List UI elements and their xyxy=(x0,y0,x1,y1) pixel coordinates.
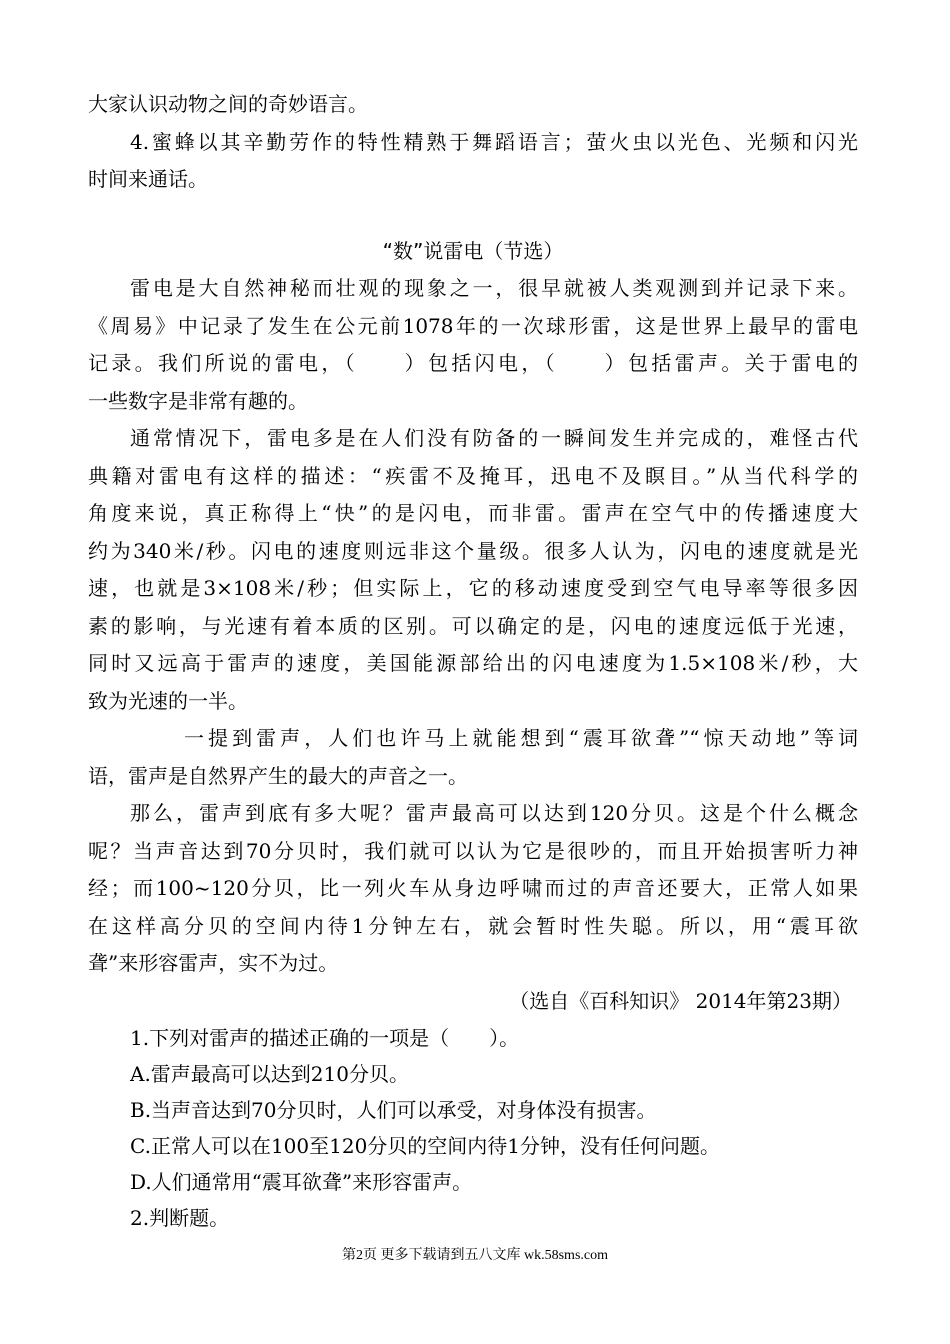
paragraph-line: 约为340米/秒。闪电的速度则远非这个量级。很多人认为，闪电的速度就是光 xyxy=(88,538,858,563)
paragraph-line: 角度来说，真正称得上“快”的是闪电，而非雷。雷声在空气中的传播速度大 xyxy=(88,501,858,525)
paragraph-3 xyxy=(88,720,858,795)
document-page xyxy=(88,86,858,1236)
paragraph-line: 致为光速的一半。 xyxy=(88,688,248,713)
option-c: C.正常人可以在100至120分贝的空间内待1分钟，没有任何问题。 xyxy=(130,1134,721,1158)
paragraph-line: 素的影响，与光速有着本质的区别。可以确定的是，闪电的速度远低于光速， xyxy=(88,613,858,638)
intro-line: 时间来通话。 xyxy=(88,167,208,191)
paragraph-line: 速，也就是3×108米/秒；但实际上，它的移动速度受到空气电导率等很多因 xyxy=(88,576,858,600)
paragraph-line: 一些数字是非常有趣的。 xyxy=(88,388,308,413)
question-2: 2.判断题。 xyxy=(130,1206,230,1230)
option-a: A.雷声最高可以达到210分贝。 xyxy=(130,1062,409,1086)
option-d: D.人们通常用“震耳欲聋”来形容雷声。 xyxy=(130,1170,473,1194)
paragraph-1 xyxy=(88,270,858,420)
paragraph-line: 典籍对雷电有这样的描述：“疾雷不及掩耳，迅电不及瞑目。”从当代科学的 xyxy=(88,463,858,488)
paragraph-line: 聋”来形容雷声，实不为过。 xyxy=(88,951,339,975)
paragraph-line: 呢？当声音达到70分贝时，我们就可以认为它是很吵的，而且开始损害听力神 xyxy=(88,838,858,863)
paragraph-line: 通常情况下，雷电多是在人们没有防备的一瞬间发生并完成的，难怪古代 xyxy=(130,426,858,450)
paragraph-line: 同时又远高于雷声的速度，美国能源部给出的闪电速度为1.5×108米/秒，大 xyxy=(88,651,858,675)
page-footer: 第2页 更多下载请到五八文库 wk.58sms.com xyxy=(342,1248,608,1263)
paragraph-2 xyxy=(88,420,858,720)
paragraph-line: 雷电是大自然神秘而壮观的现象之一，很早就被人类观测到并记录下来。 xyxy=(130,276,858,300)
paragraph-line: 一提到雷声，人们也许马上就能想到“震耳欲聋”“惊天动地”等词 xyxy=(184,726,858,750)
paragraph-4 xyxy=(88,795,858,983)
intro-line: 大家认识动物之间的奇妙语言。 xyxy=(88,92,368,116)
paragraph-line: 语，雷声是自然界产生的最大的声音之一。 xyxy=(88,763,468,788)
paragraph-line: 经；而100~120分贝，比一列火车从身边呼啸而过的声音还要大，正常人如果 xyxy=(88,876,858,900)
article-title: “数”说雷电（节选） xyxy=(382,238,564,263)
paragraph-line: 《周易》中记录了发生在公元前1078年的一次球形雷，这是世界上最早的雷电 xyxy=(88,313,858,338)
paragraph-line: 在这样高分贝的空间内待1分钟左右，就会暂时性失聪。所以，用“震耳欲 xyxy=(88,913,858,938)
paragraph-line: 那么，雷声到底有多大呢？雷声最高可以达到120分贝。这是个什么概念 xyxy=(130,801,858,825)
intro-line: 4.蜜蜂以其辛勤劳作的特性精熟于舞蹈语言；萤火虫以光色、光频和闪光 xyxy=(130,129,858,154)
question-1: 1.下列对雷声的描述正确的一项是（ ）。 xyxy=(130,1026,520,1050)
intro-section xyxy=(88,86,858,199)
questions-section xyxy=(88,1020,858,1236)
article-source: （选自《百科知识》 2014年第23期） xyxy=(509,988,852,1013)
option-b: B.当声音达到70分贝时，人们可以承受，对身体没有损害。 xyxy=(130,1098,657,1122)
paragraph-line: 记录。我们所说的雷电，（ ）包括闪电，（ ）包括雷声。关于雷电的 xyxy=(88,351,858,375)
